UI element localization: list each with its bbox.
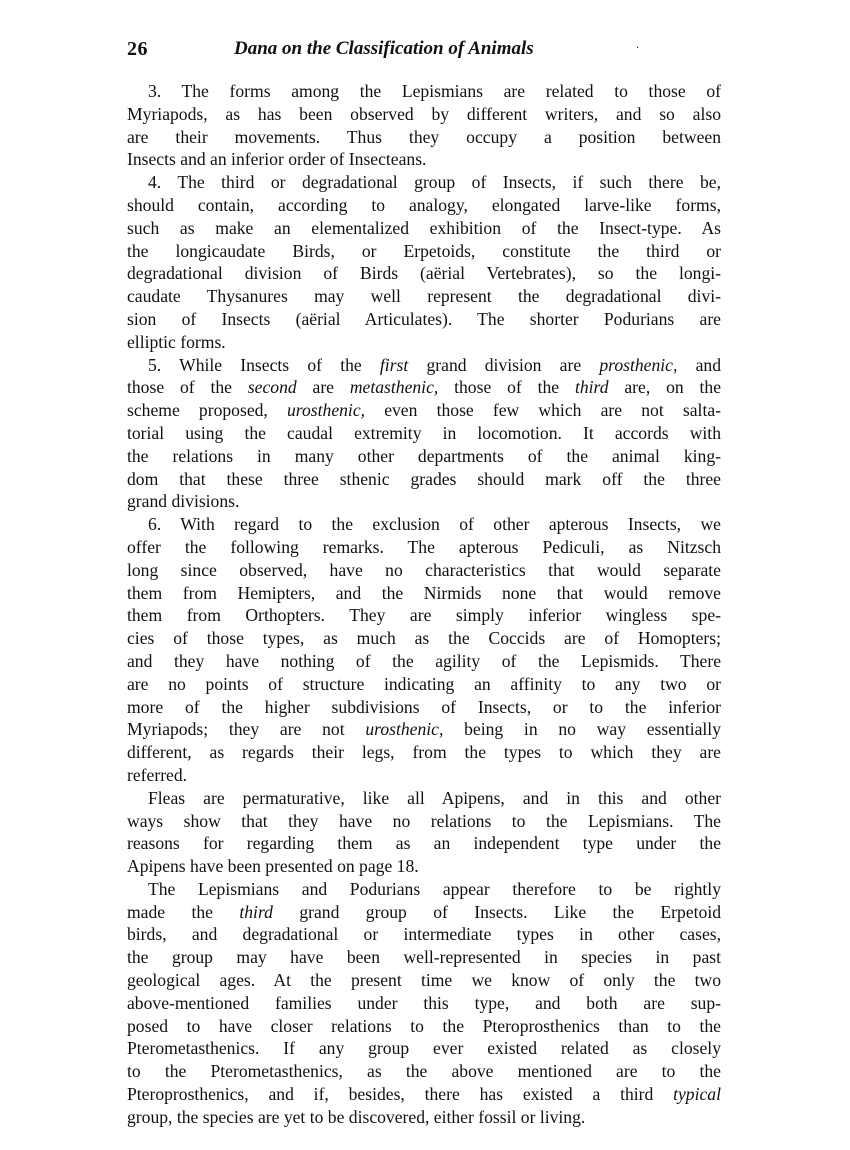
text-run: The Lepismians and Podurians appear therefore to be rightly (148, 878, 721, 899)
running-title: Dana on the Classification of Animals (234, 38, 534, 59)
text-line (127, 787, 721, 810)
text-run: them from Hemipters, and the Nirmids none that would remove (127, 582, 721, 603)
text-line (127, 604, 721, 627)
italic-run: urosthenic, (287, 400, 366, 421)
text-line (127, 103, 721, 126)
text-run: above-mentioned families under this type, and both are sup- (127, 992, 721, 1013)
text-line (127, 445, 721, 468)
paragraph (127, 80, 721, 171)
text-run: Pteroprosthenics, and if, besides, there has existed a third (127, 1084, 674, 1105)
text-run: Myriapods; they are not (127, 719, 366, 740)
text-run: scheme proposed, (127, 400, 287, 421)
text-line (127, 992, 721, 1015)
text-line (127, 148, 721, 171)
text-run: them from Orthopters. They are simply inferior wingless spe- (127, 605, 721, 626)
text-line (127, 490, 721, 513)
text-run: degradational division of Birds (aërial Vertebrates), so the longi- (127, 263, 721, 284)
text-run: elliptic forms. (127, 331, 226, 352)
text-line (127, 1106, 721, 1129)
text-line (127, 741, 721, 764)
text-run: sion of Insects (aërial Articulates). The shorter Podurians are (127, 308, 721, 329)
text-line (127, 582, 721, 605)
running-header (127, 36, 727, 62)
text-run: 6. With regard to the exclusion of other apterous Insects, we (148, 514, 721, 535)
text-line (127, 559, 721, 582)
italic-run: second (247, 377, 297, 398)
text-run: referred. (127, 764, 188, 785)
text-run: different, as regards their legs, from the types to which they are (127, 742, 721, 763)
italic-run: first (379, 354, 409, 375)
paragraph (127, 878, 721, 1129)
italic-run: urosthenic, (365, 719, 444, 740)
italic-run: third (239, 901, 273, 922)
italic-run: typical (673, 1084, 721, 1105)
italic-run: third (574, 377, 609, 398)
text-run: Insects and an inferior order of Insecteans. (127, 149, 427, 170)
text-run: 4. The third or degradational group of Insects, if such there be, (148, 172, 721, 193)
text-run: birds, and degradational or intermediate types in other cases, (127, 924, 721, 945)
text-run: Apipens have been presented on page 18. (127, 856, 419, 877)
text-run: reasons for regarding them as an independent type under the (127, 833, 721, 854)
text-run: ways show that they have no relations to the Lepismians. The (127, 810, 721, 831)
text-line (127, 855, 721, 878)
text-line (127, 331, 721, 354)
text-line (127, 468, 721, 491)
text-line (127, 696, 721, 719)
text-run: are no points of structure indicating an affinity to any two or (127, 673, 721, 694)
text-line (127, 376, 721, 399)
text-line (127, 80, 721, 103)
text-line (127, 946, 721, 969)
text-line (127, 194, 721, 217)
text-run: and they have nothing of the agility of the Lepismids. There (127, 650, 721, 671)
text-line (127, 262, 721, 285)
text-run: geological ages. At the present time we know of only the two (127, 970, 721, 991)
text-line (127, 923, 721, 946)
text-line (127, 308, 721, 331)
text-run: even those few which are not salta- (365, 400, 721, 421)
text-line (127, 536, 721, 559)
text-line (127, 764, 721, 787)
text-line (127, 650, 721, 673)
text-line (127, 673, 721, 696)
text-run: group, the species are yet to be discovered, either fossil or living. (127, 1106, 586, 1127)
text-line (127, 1060, 721, 1083)
body-text (127, 80, 721, 1129)
text-line (127, 399, 721, 422)
text-line (127, 126, 721, 149)
italic-run: metasthenic, (349, 377, 439, 398)
text-run: to the Pterometasthenics, as the above mentioned are to the (127, 1061, 721, 1082)
text-run: and (677, 354, 722, 375)
text-run: 5. While Insects of the (148, 354, 380, 375)
text-run: more of the higher subdivisions of Insects, or to the inferior (127, 696, 721, 717)
text-line (127, 1015, 721, 1038)
text-line (127, 217, 721, 240)
text-run: made the (127, 901, 240, 922)
text-run: are their movements. Thus they occupy a position between (127, 126, 721, 147)
text-run: offer the following remarks. The apterous Pediculi, as Nitzsch (127, 536, 721, 557)
text-run: those of the (438, 377, 575, 398)
text-run: the relations in many other departments of the animal king- (127, 445, 721, 466)
text-run: Myriapods, as has been observed by different writers, and so also (127, 103, 721, 124)
text-line (127, 240, 721, 263)
text-run: Fleas are permaturative, like all Apipens, and in this and other (148, 787, 721, 808)
paragraph (127, 171, 721, 353)
text-run: cies of those types, as much as the Coccids are of Homopters; (127, 628, 721, 649)
page-number: 26 (127, 38, 148, 60)
text-run: such as make an elementalized exhibition of the Insect-type. As (127, 217, 721, 238)
text-run: posed to have closer relations to the Pteroprosthenics than to the (127, 1015, 721, 1036)
text-line (127, 285, 721, 308)
text-run: torial using the caudal extremity in locomotion. It accords with (127, 422, 721, 443)
paragraph (127, 354, 721, 514)
paragraph (127, 513, 721, 787)
text-line (127, 1037, 721, 1060)
text-run: are, on the (608, 377, 721, 398)
text-run: grand group of Insects. Like the Erpetoid (272, 901, 721, 922)
text-line (127, 627, 721, 650)
text-line (127, 513, 721, 536)
text-line (127, 810, 721, 833)
text-run: should contain, according to analogy, elongated larve-like forms, (127, 194, 721, 215)
text-run: are (296, 377, 350, 398)
text-line (127, 878, 721, 901)
text-run: dom that these three sthenic grades should mark off the three (127, 468, 721, 489)
text-run: 3. The forms among the Lepismians are related to those of (148, 81, 721, 101)
text-line (127, 422, 721, 445)
text-run: the group may have been well-represented in species in past (127, 947, 721, 968)
paragraph (127, 787, 721, 878)
text-run: grand division are (408, 354, 600, 375)
text-run: the longicaudate Birds, or Erpetoids, constitute the third or (127, 240, 721, 261)
header-mark: · (636, 43, 640, 54)
text-run: those of the (127, 377, 248, 398)
italic-run: prosthenic, (599, 354, 678, 375)
text-run: being in no way essentially (443, 719, 721, 740)
text-line (127, 718, 721, 741)
text-line (127, 354, 721, 377)
text-line (127, 171, 721, 194)
text-run: Pterometasthenics. If any group ever existed related as closely (127, 1038, 721, 1059)
text-run: grand divisions. (127, 491, 240, 512)
text-run: caudate Thysanures may well represent the degradational divi- (127, 286, 721, 307)
text-line (127, 901, 721, 924)
text-run: long since observed, have no characteristics that would separate (127, 559, 721, 580)
text-line (127, 969, 721, 992)
text-line (127, 1083, 721, 1106)
text-line (127, 832, 721, 855)
